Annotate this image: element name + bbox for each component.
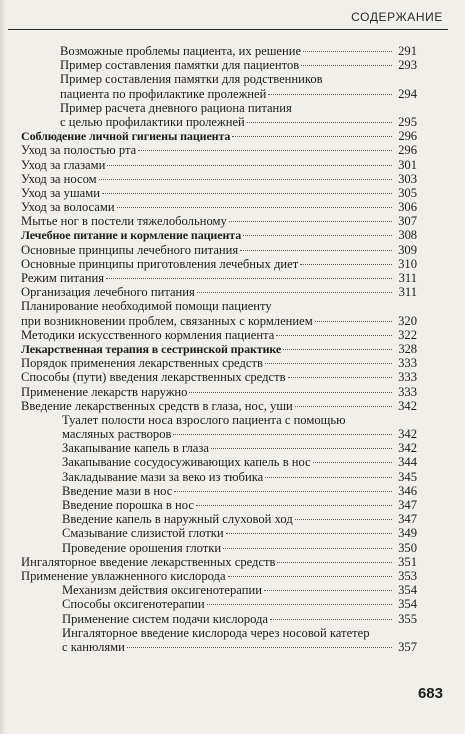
toc-entry-title: Мытье ног в постели тяжелобольному: [21, 214, 227, 229]
toc-entry: [21, 101, 417, 129]
toc-entry-title: с целью профилактики пролежней: [60, 114, 245, 129]
toc-entry: [21, 129, 417, 143]
toc-entry-page: 311: [398, 271, 417, 285]
toc-entry: [21, 555, 417, 569]
toc-entry: [21, 328, 417, 342]
dot-leader: [229, 221, 392, 222]
toc-entry: [21, 143, 417, 157]
dot-leader: [211, 448, 392, 449]
toc-entry: [21, 172, 417, 186]
toc-entry-page: 303: [398, 171, 417, 186]
dot-leader: [277, 562, 392, 563]
toc-entry: [21, 342, 417, 356]
dot-leader: [174, 491, 392, 492]
toc-entry-page: 307: [398, 214, 417, 229]
toc-entry: [21, 626, 417, 654]
dot-leader: [232, 136, 392, 137]
toc-entry-page: 345: [398, 469, 417, 484]
toc-entry-title: Уход за волосами: [21, 200, 115, 215]
toc-entry: [21, 285, 417, 299]
dot-leader: [226, 533, 392, 534]
toc-entry: [21, 470, 417, 484]
toc-entry-title-line: Ингаляторное введение кислорода через носовой катетер: [62, 625, 370, 640]
dot-leader: [223, 548, 392, 549]
toc-entry-page: 342: [398, 427, 417, 442]
toc-entry: [21, 299, 417, 327]
toc-entry: [21, 583, 417, 597]
dot-leader: [138, 150, 392, 151]
toc-entry: [21, 612, 417, 626]
toc-entry-title: Применение систем подачи кислорода: [62, 611, 269, 626]
header-title: СОДЕРЖАНИЕ: [351, 10, 443, 24]
toc-entry-page: 322: [398, 327, 417, 342]
toc-entry-title: Организация лечебного питания: [21, 285, 195, 300]
dot-leader: [300, 264, 392, 265]
toc-entry-title: Применение увлажненного кислорода: [21, 568, 226, 583]
toc-entry-title: Применение лекарств наружно: [21, 384, 188, 399]
toc-entry: [21, 512, 417, 526]
toc-entry: [21, 44, 417, 58]
dot-leader: [313, 462, 392, 463]
toc-entry-title: Введение порошка в нос: [62, 498, 194, 512]
toc-entry-title: Уход за носом: [21, 171, 97, 186]
dot-leader: [207, 604, 392, 605]
toc-entry: [21, 214, 417, 228]
dot-leader: [127, 647, 392, 648]
toc-entry: [21, 413, 417, 441]
dot-leader: [240, 250, 392, 251]
toc-entry-title-line: Пример расчета дневного рациона питания: [60, 100, 292, 115]
dot-leader: [173, 434, 392, 435]
dot-leader: [268, 94, 392, 95]
toc-entry-title: Ингаляторное введение лекарственных средств: [21, 554, 276, 569]
toc-entry-title: Закладывание мази за веко из тюбика: [62, 469, 264, 484]
toc-entry-page: 308: [398, 228, 417, 243]
toc-entry: [21, 257, 417, 271]
toc-entry-title: Соблюдение личной гигиены пациента: [21, 129, 231, 144]
dot-leader: [288, 377, 392, 378]
dot-leader: [270, 619, 392, 620]
toc-entry-page: 349: [398, 526, 417, 541]
toc-entry: [21, 186, 417, 200]
toc-entry-page: 344: [398, 455, 417, 470]
page-number: 683: [417, 685, 443, 702]
toc-entry-page: 333: [398, 384, 417, 399]
dot-leader: [303, 51, 392, 52]
toc-entry-title: Уход за полостью рта: [21, 143, 137, 158]
toc-entry-title: Способы оксигенотерапии: [62, 597, 205, 612]
toc-entry-page: 346: [398, 483, 417, 498]
toc-entry-page: 320: [398, 313, 417, 328]
dot-leader: [196, 505, 392, 506]
toc-entry-title: Методики искусственного кормления пациента: [21, 327, 275, 342]
toc-entry-page: 296: [398, 129, 417, 144]
toc-entry: [21, 385, 417, 399]
dot-leader: [295, 406, 392, 407]
dot-leader: [99, 179, 392, 180]
toc-entry-title: Возможные проблемы пациента, их решение: [60, 44, 302, 58]
table-of-contents: [21, 44, 417, 654]
toc-entry-title: Введение мази в нос: [62, 483, 173, 498]
toc-entry-page: 353: [398, 568, 417, 583]
toc-entry-title: Механизм действия оксигенотерапии: [62, 583, 262, 598]
toc-entry-page: 295: [398, 114, 417, 129]
toc-entry-title: Лекарственная терапия в сестринской практике: [21, 341, 282, 356]
toc-entry: [21, 498, 417, 512]
toc-entry-page: 347: [398, 498, 417, 512]
toc-entry: [21, 455, 417, 469]
toc-entry: [21, 370, 417, 384]
toc-entry: [21, 597, 417, 611]
toc-entry-title: Введение капель в наружный слуховой ход: [62, 512, 293, 527]
toc-entry-title-line: Планирование необходимой помощи пациенту: [21, 299, 272, 314]
header-rule: [8, 29, 448, 30]
toc-entry-title-line: Пример составления памятки для родственников: [60, 72, 323, 87]
dot-leader: [301, 65, 392, 66]
dot-leader: [264, 590, 392, 591]
toc-entry-title: Введение лекарственных средств в глаза, нос, уши: [21, 398, 293, 413]
dot-leader: [197, 292, 392, 293]
toc-entry-title: пациента по профилактике пролежней: [60, 86, 267, 101]
toc-entry-title: при возникновении проблем, связанных с кормлением: [21, 313, 313, 328]
dot-leader: [107, 165, 392, 166]
toc-entry-page: 351: [398, 554, 417, 569]
toc-entry-page: 328: [398, 341, 417, 356]
toc-entry-page: 306: [398, 200, 417, 215]
toc-entry-title: Режим питания: [21, 271, 104, 285]
toc-entry: [21, 526, 417, 540]
toc-entry-title: Способы (пути) введения лекарственных средств: [21, 370, 286, 385]
toc-entry: [21, 228, 417, 242]
toc-entry-title: Смазывание слизистой глотки: [62, 526, 224, 541]
toc-entry-title: Проведение орошения глотки: [62, 540, 222, 555]
toc-entry-title: Закапывание капель в глаза: [62, 441, 209, 456]
toc-entry: [21, 200, 417, 214]
toc-entry-title-line: Туалет полости носа взрослого пациента с помощью: [62, 412, 346, 427]
dot-leader: [106, 278, 392, 279]
toc-entry: [21, 356, 417, 370]
dot-leader: [117, 207, 392, 208]
toc-entry-title: Лечебное питание и кормление пациента: [21, 228, 242, 243]
toc-entry-title: Основные принципы приготовления лечебных диет: [21, 256, 299, 271]
toc-entry-title: Основные принципы лечебного питания: [21, 242, 239, 257]
toc-entry-page: 333: [398, 356, 417, 371]
toc-entry-page: 291: [398, 44, 417, 58]
toc-entry-page: 342: [398, 398, 417, 413]
toc-entry-page: 309: [398, 242, 417, 257]
toc-entry-page: 347: [398, 512, 417, 527]
toc-entry-title: Уход за глазами: [21, 157, 106, 172]
dot-leader: [189, 392, 392, 393]
dot-leader: [228, 576, 392, 577]
toc-entry: [21, 441, 417, 455]
page-edge-shadow: [0, 0, 6, 734]
toc-entry-page: 350: [398, 540, 417, 555]
toc-entry-title: Закапывание сосудосуживающих капель в нос: [62, 455, 311, 470]
toc-entry-page: 294: [398, 86, 417, 101]
toc-entry: [21, 484, 417, 498]
toc-entry-title: масляных растворов: [62, 427, 172, 442]
toc-entry-page: 305: [398, 185, 417, 200]
toc-entry-page: 333: [398, 370, 417, 385]
toc-entry-page: 357: [398, 639, 417, 654]
toc-entry-page: 296: [398, 143, 417, 158]
dot-leader: [276, 335, 392, 336]
toc-entry-title: Порядок применения лекарственных средств: [21, 356, 263, 371]
toc-entry-page: 354: [398, 583, 417, 598]
toc-entry-page: 310: [398, 256, 417, 271]
toc-entry-page: 311: [398, 285, 417, 300]
dot-leader: [265, 363, 392, 364]
toc-entry-page: 301: [398, 157, 417, 172]
toc-entry-title: Уход за ушами: [21, 185, 100, 200]
toc-entry: [21, 243, 417, 257]
running-header: [0, 0, 465, 30]
toc-entry: [21, 72, 417, 100]
toc-entry: [21, 541, 417, 555]
toc-entry-title: с канюлями: [62, 639, 125, 654]
toc-entry-title: Пример составления памятки для пациентов: [60, 58, 300, 73]
dot-leader: [102, 193, 392, 194]
toc-entry: [21, 58, 417, 72]
toc-entry: [21, 399, 417, 413]
toc-entry: [21, 158, 417, 172]
dot-leader: [295, 519, 392, 520]
toc-entry-page: 354: [398, 597, 417, 612]
dot-leader: [315, 321, 392, 322]
dot-leader: [283, 349, 392, 350]
dot-leader: [265, 477, 392, 478]
toc-entry: [21, 271, 417, 285]
toc-entry-page: 293: [398, 58, 417, 73]
dot-leader: [243, 235, 392, 236]
toc-entry-page: 342: [398, 441, 417, 456]
dot-leader: [247, 122, 392, 123]
toc-entry: [21, 569, 417, 583]
toc-entry-page: 355: [398, 611, 417, 626]
